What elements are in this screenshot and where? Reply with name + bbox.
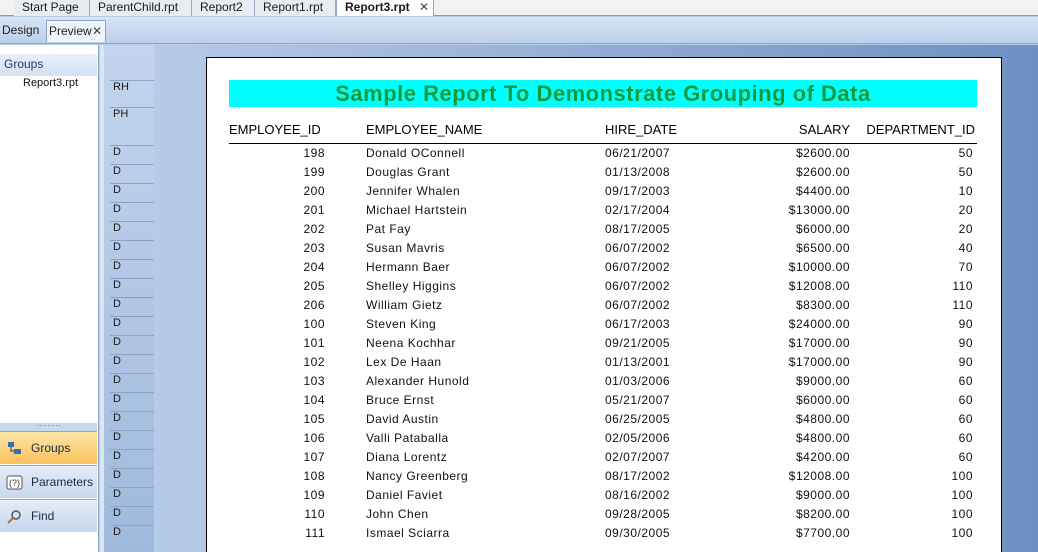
detail-band	[110, 221, 154, 240]
employee-name-cell: Pat Fay	[366, 222, 411, 236]
hire-date-cell: 06/07/2002	[605, 260, 671, 274]
tab-preview[interactable]	[46, 20, 106, 42]
table-row	[207, 431, 1003, 450]
hire-date-cell: 06/17/2003	[605, 317, 671, 331]
view-tab-strip	[0, 17, 1038, 44]
band-label: D	[113, 317, 121, 329]
salary-cell: $4400.00	[795, 184, 850, 198]
detail-band	[110, 316, 154, 335]
table-row	[207, 184, 1003, 203]
department-id-cell: 60	[958, 374, 973, 388]
document-tab-strip	[0, 0, 1038, 16]
hire-date-cell: 02/07/2007	[605, 450, 671, 464]
band-label: D	[113, 469, 121, 481]
tab-label: ParentChild.rpt	[98, 0, 179, 14]
tab-label: Report1.rpt	[263, 0, 324, 14]
detail-band	[110, 335, 154, 354]
tab-report1-rpt[interactable]	[255, 0, 336, 16]
groups-panel-header: Groups	[0, 54, 97, 76]
band-label: D	[113, 203, 121, 215]
close-tab-icon[interactable]: ✕	[418, 0, 429, 14]
groups-nav-label: Groups	[31, 441, 71, 455]
table-row	[207, 355, 1003, 374]
hire-date-cell: 08/17/2002	[605, 469, 671, 483]
department-id-cell: 70	[958, 260, 973, 274]
hire-date-cell: 06/07/2002	[605, 298, 671, 312]
employee-id-cell: 201	[303, 203, 325, 217]
table-row	[207, 222, 1003, 241]
table-row	[207, 374, 1003, 393]
groups-icon	[6, 440, 23, 457]
employee-name-cell: David Austin	[366, 412, 439, 426]
salary-cell: $4200.00	[795, 450, 850, 464]
department-id-cell: 50	[958, 146, 973, 160]
employee-name-cell: Susan Mavris	[366, 241, 445, 255]
employee-id-cell: 204	[303, 260, 325, 274]
department-id-cell: 50	[958, 165, 973, 179]
employee-name-cell: William Gietz	[366, 298, 443, 312]
salary-cell: $4800.00	[795, 412, 850, 426]
band-label: D	[113, 355, 121, 367]
parameters-nav-button[interactable]	[0, 465, 97, 498]
band-label: D	[113, 526, 121, 538]
column-header-hire-date: HIRE_DATE	[605, 122, 677, 137]
table-row	[207, 488, 1003, 507]
employee-name-cell: Michael Hartstein	[366, 203, 468, 217]
detail-band	[110, 430, 154, 449]
table-row	[207, 526, 1003, 545]
department-id-cell: 60	[958, 412, 973, 426]
tab-start-page[interactable]	[14, 0, 90, 16]
hire-date-cell: 09/30/2005	[605, 526, 671, 540]
salary-cell: $17000.00	[788, 336, 850, 350]
employee-id-cell: 109	[303, 488, 325, 502]
salary-cell: $24000.00	[788, 317, 850, 331]
employee-name-cell: John Chen	[366, 507, 429, 521]
detail-band	[110, 354, 154, 373]
report-title: Sample Report To Demonstrate Grouping of Data	[229, 80, 977, 107]
salary-cell: $8200.00	[795, 507, 850, 521]
salary-cell: $9000.00	[795, 488, 850, 502]
table-row	[207, 412, 1003, 431]
tab-label: Start Page	[22, 0, 79, 14]
group-tree-item[interactable]: Report3.rpt	[23, 77, 79, 89]
employee-name-cell: Valli Pataballa	[366, 431, 449, 445]
employee-id-cell: 200	[303, 184, 325, 198]
band-label: D	[113, 184, 121, 196]
band-label: D	[113, 241, 121, 253]
employee-id-cell: 110	[304, 507, 325, 521]
salary-cell: $9000.00	[795, 374, 850, 388]
band-label: D	[113, 165, 121, 177]
band-label: D	[113, 222, 121, 234]
employee-name-cell: Donald OConnell	[366, 146, 465, 160]
employee-name-cell: Alexander Hunold	[366, 374, 470, 388]
find-nav-label: Find	[31, 509, 55, 523]
groups-panel	[0, 45, 99, 552]
department-id-cell: 20	[958, 203, 973, 217]
report-page	[206, 57, 1002, 552]
salary-cell: $6500.00	[795, 241, 850, 255]
band-label: D	[113, 393, 121, 405]
department-id-cell: 100	[951, 488, 973, 502]
detail-band	[110, 468, 154, 487]
employee-name-cell: Daniel Faviet	[366, 488, 443, 502]
table-row	[207, 203, 1003, 222]
employee-id-cell: 101	[303, 336, 325, 350]
detail-band	[110, 449, 154, 468]
table-row	[207, 450, 1003, 469]
tab-label: Report2	[200, 0, 243, 14]
department-id-cell: 60	[958, 431, 973, 445]
salary-cell: $6000.00	[795, 222, 850, 236]
tab-label: Report3.rpt	[345, 0, 410, 14]
column-header-department-id: DEPARTMENT_ID	[866, 122, 975, 137]
table-row	[207, 469, 1003, 488]
parameters-nav-label: Parameters	[31, 475, 94, 489]
department-id-cell: 60	[958, 393, 973, 407]
detail-band	[110, 525, 154, 544]
employee-id-cell: 103	[303, 374, 325, 388]
hire-date-cell: 06/07/2002	[605, 241, 671, 255]
salary-cell: $4800.00	[795, 431, 850, 445]
department-id-cell: 110	[952, 279, 973, 293]
salary-cell: $2600.00	[795, 165, 850, 179]
detail-band	[110, 487, 154, 506]
tab-report3-rpt[interactable]	[336, 0, 434, 16]
hire-date-cell: 01/13/2008	[605, 165, 671, 179]
detail-band	[110, 145, 154, 164]
employee-id-cell: 206	[303, 298, 325, 312]
table-row	[207, 393, 1003, 412]
employee-name-cell: Shelley Higgins	[366, 279, 457, 293]
panel-splitter[interactable]: ·········	[0, 423, 97, 431]
salary-cell: $17000.00	[788, 355, 850, 369]
hire-date-cell: 09/21/2005	[605, 336, 671, 350]
table-row	[207, 260, 1003, 279]
hire-date-cell: 09/17/2003	[605, 184, 671, 198]
detail-band	[110, 240, 154, 259]
detail-band	[110, 164, 154, 183]
detail-band	[110, 259, 154, 278]
column-header-salary: SALARY	[798, 122, 850, 137]
salary-cell: $2600.00	[795, 146, 850, 160]
tab-preview-label: Preview	[49, 24, 92, 38]
table-row	[207, 298, 1003, 317]
detail-band	[110, 183, 154, 202]
close-preview-icon[interactable]: ✕	[91, 24, 102, 38]
employee-name-cell: Hermann Baer	[366, 260, 451, 274]
department-id-cell: 110	[952, 298, 973, 312]
groups-nav-button[interactable]	[0, 431, 97, 464]
page-header-band	[110, 107, 154, 132]
employee-id-cell: 104	[303, 393, 325, 407]
table-row	[207, 146, 1003, 165]
department-id-cell: 90	[958, 317, 973, 331]
department-id-cell: 100	[951, 469, 973, 483]
department-id-cell: 100	[951, 507, 973, 521]
hire-date-cell: 06/25/2005	[605, 412, 671, 426]
band-label: D	[113, 488, 121, 500]
employee-id-cell: 100	[303, 317, 325, 331]
band-label: D	[113, 336, 121, 348]
hire-date-cell: 09/28/2005	[605, 507, 671, 521]
detail-band	[110, 411, 154, 430]
table-row	[207, 317, 1003, 336]
salary-cell: $13000.00	[788, 203, 850, 217]
employee-id-cell: 105	[303, 412, 325, 426]
employee-name-cell: Nancy Greenberg	[366, 469, 469, 483]
employee-id-cell: 203	[303, 241, 325, 255]
department-id-cell: 40	[958, 241, 973, 255]
table-row	[207, 279, 1003, 298]
employee-name-cell: Lex De Haan	[366, 355, 442, 369]
hire-date-cell: 02/17/2004	[605, 203, 671, 217]
hire-date-cell: 06/21/2007	[605, 146, 671, 160]
hire-date-cell: 01/13/2001	[605, 355, 671, 369]
tab-design-label: Design	[2, 23, 40, 37]
tab-report2[interactable]	[192, 0, 255, 16]
band-label: D	[113, 146, 121, 158]
tab-design[interactable]	[0, 20, 44, 42]
employee-name-cell: Douglas Grant	[366, 165, 450, 179]
detail-band	[110, 278, 154, 297]
column-header-employee-id: EMPLOYEE_ID	[229, 122, 321, 137]
department-id-cell: 20	[958, 222, 973, 236]
employee-name-cell: Bruce Ernst	[366, 393, 435, 407]
employee-id-cell: 199	[303, 165, 325, 179]
band-label: D	[113, 260, 121, 272]
hire-date-cell: 08/16/2002	[605, 488, 671, 502]
header-divider	[229, 143, 977, 144]
table-row	[207, 241, 1003, 260]
band-label: D	[113, 279, 121, 291]
employee-id-cell: 102	[303, 355, 325, 369]
employee-name-cell: Neena Kochhar	[366, 336, 456, 350]
hire-date-cell: 06/07/2002	[605, 279, 671, 293]
department-id-cell: 60	[958, 450, 973, 464]
detail-band	[110, 202, 154, 221]
hire-date-cell: 05/21/2007	[605, 393, 671, 407]
band-label: D	[113, 450, 121, 462]
table-row	[207, 507, 1003, 526]
department-id-cell: 90	[958, 355, 973, 369]
employee-name-cell: Ismael Sciarra	[366, 526, 450, 540]
employee-id-cell: 202	[303, 222, 325, 236]
employee-id-cell: 108	[303, 469, 325, 483]
salary-cell: $12008.00	[788, 469, 850, 483]
hire-date-cell: 08/17/2005	[605, 222, 671, 236]
band-label: D	[113, 374, 121, 386]
employee-name-cell: Diana Lorentz	[366, 450, 448, 464]
find-nav-button[interactable]	[0, 499, 97, 532]
column-header-employee-name: EMPLOYEE_NAME	[366, 122, 483, 137]
salary-cell: $12008.00	[788, 279, 850, 293]
detail-band	[110, 506, 154, 525]
salary-cell: $8300.00	[795, 298, 850, 312]
parameters-icon	[6, 474, 23, 491]
employee-name-cell: Jennifer Whalen	[366, 184, 461, 198]
band-label: D	[113, 507, 121, 519]
hire-date-cell: 01/03/2006	[605, 374, 671, 388]
department-id-cell: 100	[951, 526, 973, 540]
salary-cell: $6000.00	[795, 393, 850, 407]
department-id-cell: 10	[958, 184, 973, 198]
employee-name-cell: Steven King	[366, 317, 437, 331]
magnifier-icon	[6, 508, 23, 525]
band-label: RH	[113, 81, 129, 93]
band-label: D	[113, 298, 121, 310]
tab-parentchild-rpt[interactable]	[90, 0, 192, 16]
employee-id-cell: 106	[303, 431, 325, 445]
employee-id-cell: 111	[305, 526, 325, 540]
detail-band	[110, 373, 154, 392]
hire-date-cell: 02/05/2006	[605, 431, 671, 445]
detail-band	[110, 392, 154, 411]
table-row	[207, 336, 1003, 355]
employee-id-cell: 198	[303, 146, 325, 160]
svg-text:(?): (?)	[9, 478, 20, 488]
salary-cell: $10000.00	[788, 260, 850, 274]
detail-band	[110, 297, 154, 316]
department-id-cell: 90	[958, 336, 973, 350]
band-label: D	[113, 431, 121, 443]
employee-id-cell: 107	[303, 450, 325, 464]
band-label: D	[113, 412, 121, 424]
table-row	[207, 165, 1003, 184]
band-label: PH	[113, 108, 129, 120]
salary-cell: $7700.00	[795, 526, 850, 540]
band-strip	[100, 45, 154, 552]
report-header-band	[110, 80, 154, 105]
employee-id-cell: 205	[303, 279, 325, 293]
